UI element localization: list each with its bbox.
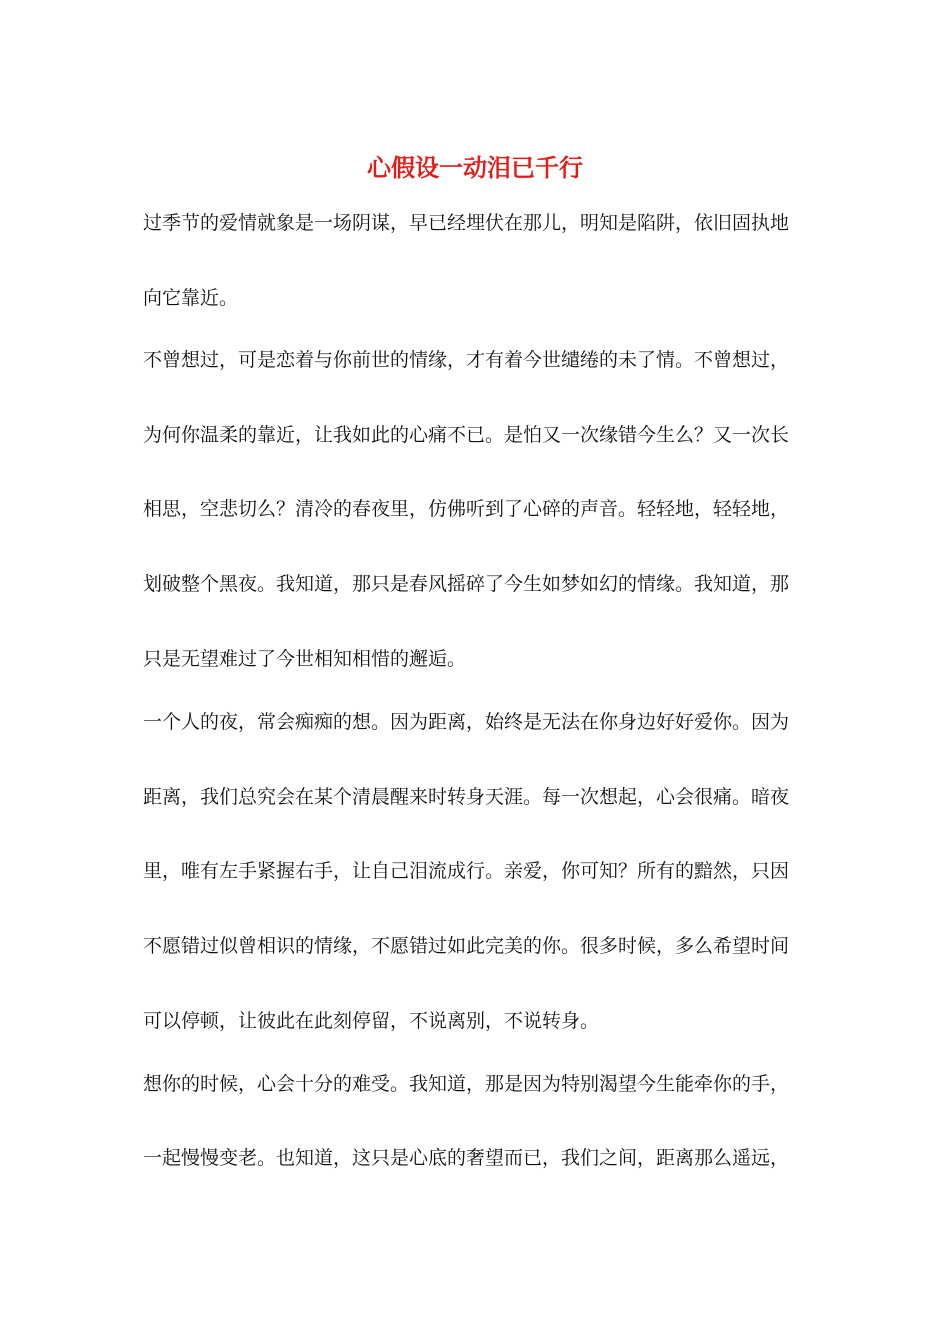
paragraph-line: 不曾想过，可是恋着与你前世的情缘，才有着今世缱绻的未了情。不曾想过，	[143, 349, 790, 371]
paragraph-line: 距离，我们总究会在某个清晨醒来时转身天涯。每一次想起，心会很痛。暗夜	[143, 786, 790, 808]
paragraph-line: 向它靠近。	[143, 287, 239, 309]
paragraph-line: 为何你温柔的靠近，让我如此的心痛不已。是怕又一次缘错今生么？又一次长	[143, 424, 790, 446]
paragraph-line: 可以停顿，让彼此在此刻停留，不说离别，不说转身。	[143, 1010, 600, 1032]
paragraph-line: 划破整个黑夜。我知道，那只是春风摇碎了今生如梦如幻的情缘。我知道，那	[143, 573, 790, 595]
paragraph-line: 一个人的夜，常会痴痴的想。因为距离，始终是无法在你身边好好爱你。因为	[143, 711, 790, 733]
paragraph-line: 一起慢慢变老。也知道，这只是心底的奢望而已，我们之间，距离那么遥远，	[143, 1147, 790, 1169]
paragraph-line: 相思，空悲切么？清冷的春夜里，仿佛听到了心碎的声音。轻轻地，轻轻地，	[143, 498, 790, 520]
paragraph-line: 不愿错过似曾相识的情缘，不愿错过如此完美的你。很多时候，多么希望时间	[143, 935, 790, 957]
paragraph-line: 过季节的爱情就象是一场阴谋，早已经埋伏在那儿，明知是陷阱，依旧固执地	[143, 212, 790, 234]
document-title: 心假设一动泪已千行	[367, 153, 583, 182]
paragraph-line: 只是无望难过了今世相知相惜的邂逅。	[143, 648, 467, 670]
paragraph-line: 想你的时候，心会十分的难受。我知道，那是因为特别渴望今生能牵你的手，	[143, 1073, 790, 1095]
paragraph-line: 里，唯有左手紧握右手，让自己泪流成行。亲爱，你可知？所有的黯然，只因	[143, 860, 790, 882]
